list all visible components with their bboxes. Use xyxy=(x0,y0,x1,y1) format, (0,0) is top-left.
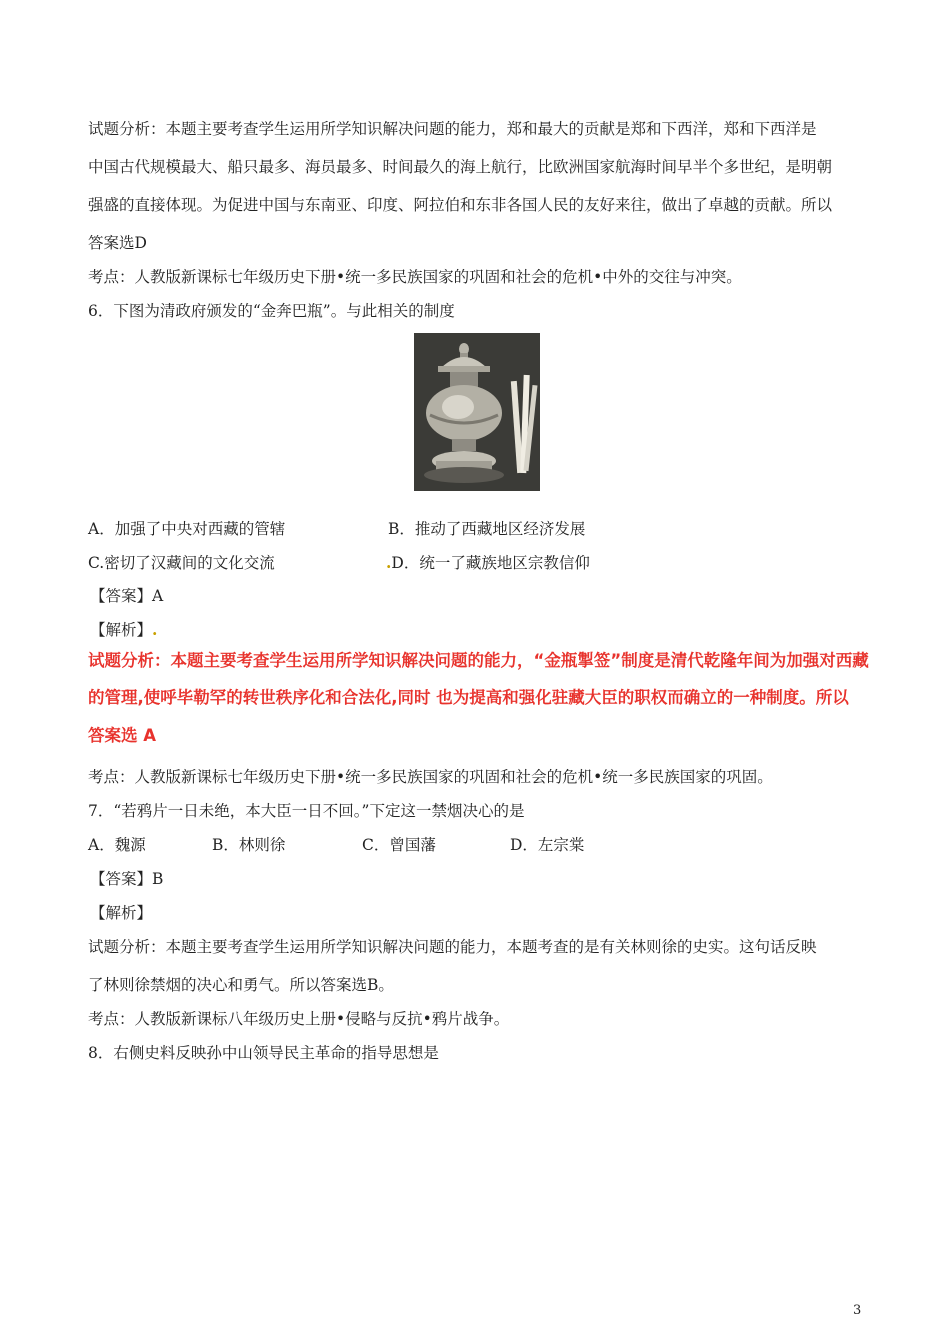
q7-jiexi-label: 【解析】 xyxy=(90,904,153,922)
q7-stem: 7．“若鸦片一日未绝，本大臣一日不回。”下定这一禁烟决心的是 xyxy=(88,802,525,820)
golden-urn-illustration xyxy=(414,333,540,491)
q5-analysis-line-3: 强盛的直接体现。为促进中国与东南亚、印度、阿拉伯和东非各国人民的友好来往，做出了卓越的贡献。所以 xyxy=(88,196,833,214)
golden-urn-photo xyxy=(414,333,540,491)
marker-dot-icon: . xyxy=(152,620,158,639)
marker-dot-icon: . xyxy=(386,553,392,572)
q7-analysis-line-1: 试题分析：本题主要考查学生运用所学知识解决问题的能力，本题考查的是有关林则徐的史实。这句话反映 xyxy=(88,938,817,956)
q7-answer: 【答案】B xyxy=(90,870,164,888)
q7-option-c: C．曾国藩 xyxy=(362,836,436,854)
q6-option-a: A．加强了中央对西藏的管辖 xyxy=(88,520,286,538)
q6-option-c: C.密切了汉藏间的文化交流 xyxy=(88,554,275,572)
q6-jiexi-label: 【解析】 xyxy=(90,621,153,639)
q5-analysis-line-1: 试题分析：本题主要考查学生运用所学知识解决问题的能力，郑和最大的贡献是郑和下西洋，郑和下西洋是 xyxy=(88,120,817,138)
q6-option-d: D．统一了藏族地区宗教信仰 xyxy=(391,554,590,572)
q6-jiexi-row xyxy=(90,620,157,640)
q7-option-b: B．林则徐 xyxy=(212,836,286,854)
q6-kaodian: 考点：人教版新课标七年级历史下册•统一多民族国家的巩固和社会的危机•统一多民族国家的巩固。 xyxy=(88,768,773,786)
q6-stem: 6．下图为清政府颁发的“金奔巴瓶”。与此相关的制度 xyxy=(88,302,455,320)
q8-stem: 8．右侧史料反映孙中山领导民主革命的指导思想是 xyxy=(88,1044,439,1062)
q6-analysis-line-2: 的管理,使呼毕勒罕的转世秩序化和合法化,同时 也为提高和强化驻藏大臣的职权而确立的一种制度。所以 xyxy=(88,688,849,707)
q7-analysis-line-2: 了林则徐禁烟的决心和勇气。所以答案选B。 xyxy=(88,976,394,994)
q5-analysis-line-4: 答案选D xyxy=(88,234,147,252)
q5-analysis-line-2: 中国古代规模最大、船只最多、海员最多、时间最久的海上航行，比欧洲国家航海时间早半个多世纪，是明朝 xyxy=(88,158,833,176)
page-number: 3 xyxy=(853,1303,862,1318)
q6-option-b: B．推动了西藏地区经济发展 xyxy=(388,520,586,538)
q6-answer: 【答案】A xyxy=(90,587,164,605)
q5-kaodian: 考点：人教版新课标七年级历史下册•统一多民族国家的巩固和社会的危机•中外的交往与冲突。 xyxy=(88,268,742,286)
q7-kaodian: 考点：人教版新课标八年级历史上册•侵略与反抗•鸦片战争。 xyxy=(88,1010,510,1028)
q6-option-d-row xyxy=(386,553,590,573)
q7-option-a: A．魏源 xyxy=(88,836,146,854)
q6-analysis-line-1: 试题分析：本题主要考查学生运用所学知识解决问题的能力，“金瓶掣签”制度是清代乾隆年间为加强对西藏 xyxy=(88,651,869,670)
q7-option-d: D．左宗棠 xyxy=(510,836,585,854)
q6-analysis-line-3: 答案选 A xyxy=(88,726,157,745)
